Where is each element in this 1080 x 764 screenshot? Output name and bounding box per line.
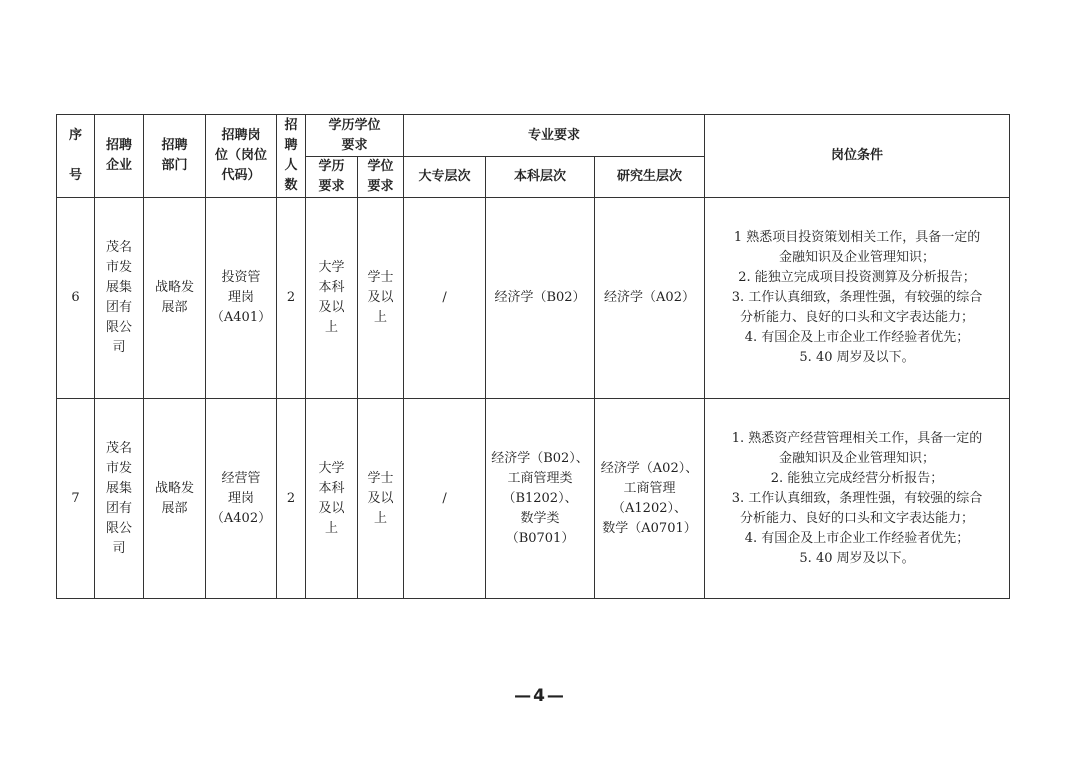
cell-degree: 学士 及以 上 — [358, 198, 404, 399]
header-bachelor: 本科层次 — [486, 157, 595, 198]
cell-bachelor: 经济学（B02）、 工商管理类 （B1202）、 数学类 （B0701） — [486, 399, 595, 599]
cell-education: 大学 本科 及以 上 — [306, 198, 358, 399]
cell-graduate: 经济学（A02） — [595, 198, 705, 399]
cell-company: 茂名 市发 展集 团有 限公 司 — [95, 399, 144, 599]
header-row-1 — [57, 115, 1010, 157]
cell-count: 2 — [277, 198, 306, 399]
cell-seq: 6 — [57, 198, 95, 399]
cell-seq: 7 — [57, 399, 95, 599]
header-degree: 学位 要求 — [358, 157, 404, 198]
cell-company: 茂名 市发 展集 团有 限公 司 — [95, 198, 144, 399]
header-junior: 大专层次 — [404, 157, 486, 198]
cell-position: 经营管 理岗 （A402） — [206, 399, 277, 599]
header-count: 招 聘 人 数 — [277, 115, 306, 198]
cell-department: 战略发 展部 — [144, 399, 206, 599]
recruitment-table — [56, 114, 1010, 599]
header-position: 招聘岗 位（岗位 代码） — [206, 115, 277, 198]
header-conditions: 岗位条件 — [705, 115, 1010, 198]
cell-position: 投资管 理岗 （A401） — [206, 198, 277, 399]
header-department: 招聘 部门 — [144, 115, 206, 198]
cell-conditions: 1 熟悉项目投资策划相关工作，具备一定的 金融知识及企业管理知识； 2. 能独立完成项目投资测算及分析报告； 3. 工作认真细致，条理性强，有较强的综合 分析能力、良好的口头和文字表达能力； 4. 有国企及上市企业工作经验者优先； 5. 40 周岁及以下。 — [705, 198, 1010, 399]
cell-conditions: 1. 熟悉资产经营管理相关工作，具备一定的 金融知识及企业管理知识； 2. 能独立完成经营分析报告； 3. 工作认真细致，条理性强，有较强的综合 分析能力、良好的口头和文字表达能力； 4. 有国企及上市企业工作经验者优先； 5. 40 周岁及以下。 — [705, 399, 1010, 599]
header-company: 招聘 企业 — [95, 115, 144, 198]
cell-education: 大学 本科 及以 上 — [306, 399, 358, 599]
cell-degree: 学士 及以 上 — [358, 399, 404, 599]
cell-count: 2 — [277, 399, 306, 599]
header-education-group: 学历学位 要求 — [306, 115, 404, 157]
cell-junior: / — [404, 399, 486, 599]
cell-graduate: 经济学（A02）、 工商管理 （A1202）、 数学（A0701） — [595, 399, 705, 599]
cell-junior: / — [404, 198, 486, 399]
header-education: 学历 要求 — [306, 157, 358, 198]
table-row — [57, 198, 1010, 399]
header-seq: 序 号 — [57, 115, 95, 198]
header-major-group: 专业要求 — [404, 115, 705, 157]
page-number: —4— — [514, 686, 566, 706]
table-row — [57, 399, 1010, 599]
header-graduate: 研究生层次 — [595, 157, 705, 198]
cell-bachelor: 经济学（B02） — [486, 198, 595, 399]
cell-department: 战略发 展部 — [144, 198, 206, 399]
